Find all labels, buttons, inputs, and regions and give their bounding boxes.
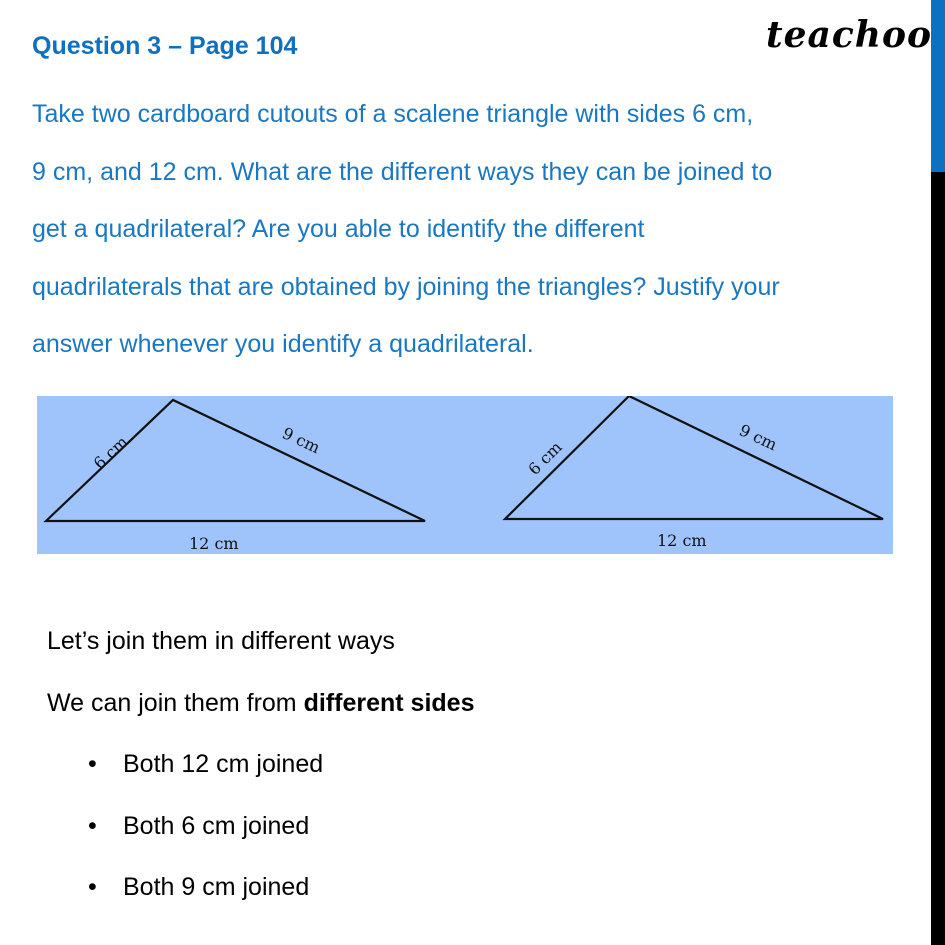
question-line: answer whenever you identify a quadrilateral. [32,330,534,358]
bullet-label: Both 12 cm joined [123,750,324,778]
triangle-2-side-6: 6 cm [524,437,566,479]
question-line: Take two cardboard cutouts of a scalene triangle with sides 6 cm, [32,100,754,128]
triangle-1-side-6: 6 cm [89,432,132,473]
bullet-icon: • [88,750,97,778]
join-prefix: We can join them from [47,689,304,717]
triangle-1-side-12: 12 cm [189,534,239,553]
join-bold: different sides [303,689,475,717]
bullet-label: Both 9 cm joined [123,873,310,901]
triangles-diagram [37,396,893,554]
page-title: Question 3 – Page 104 [32,32,298,60]
triangle-2-side-9: 9 cm [736,420,781,455]
question-line: get a quadrilateral? Are you able to identify the different [32,215,645,243]
teachoo-logo: teachoo [766,14,932,56]
bullet-item [88,873,309,902]
sidebar-dark-bar [931,172,945,945]
question-line: 9 cm, and 12 cm. What are the different ways they can be joined to [32,157,773,186]
triangle-1-side-9: 9 cm [279,423,324,458]
solution-join-line [47,689,474,718]
bullet-label: Both 6 cm joined [123,812,310,840]
triangles-figure [37,396,893,554]
question-text [32,86,927,374]
triangle-2-side-12: 12 cm [657,531,707,550]
sidebar-accent-bar [931,0,945,172]
question-line: quadrilaterals that are obtained by joining the triangles? Justify your [32,272,780,301]
bullet-icon: • [88,873,97,901]
solution-intro: Let’s join them in different ways [47,627,395,655]
bullet-icon: • [88,812,97,840]
bullet-item [88,750,323,779]
bullet-item [88,812,309,841]
triangle-2 [505,396,883,519]
